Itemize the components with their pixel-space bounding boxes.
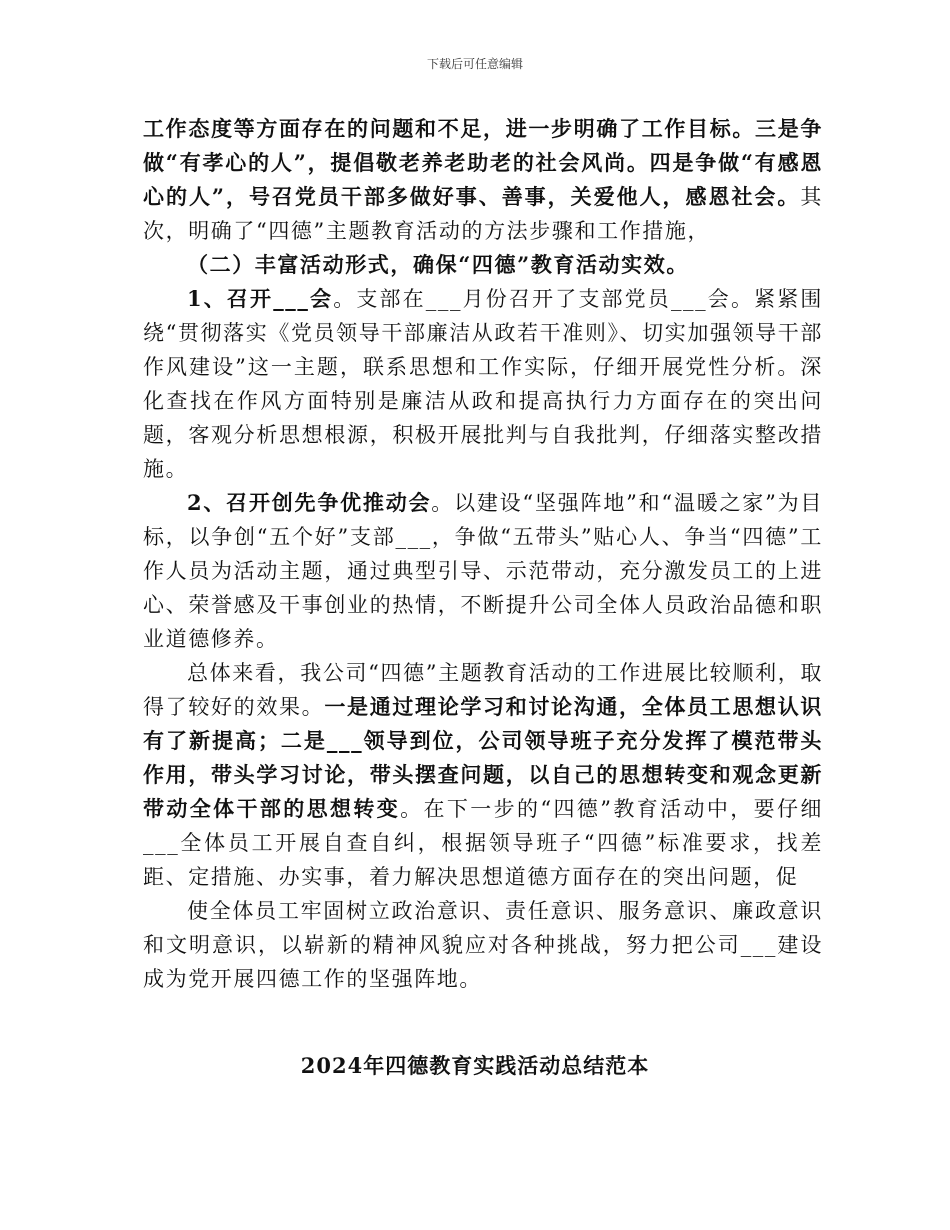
- paragraph-3: [143, 282, 823, 486]
- paragraph-5: [143, 656, 823, 894]
- document-body: [143, 112, 823, 996]
- paragraph-3-body: 。支部在___月份召开了支部党员___会。紧紧围绕“贯彻落实《党员领导干部廉洁从政若干准则》、切实加强领导干部作风建设”这一主题，联系思想和工作实际，仔细开展党性分析。深化查找在作风方面特别是廉洁从政和提高执行力方面存在的突出问题，客观分析思想根源，积极开展批判与自我批判，仔细落实整改措施。: [143, 287, 823, 481]
- document-title: 2024年四德教育实践活动总结范本: [300, 1053, 650, 1078]
- page-header: 下载后可任意编辑: [426, 57, 523, 71]
- section-heading-2: （二）丰富活动形式，确保“四德”教育活动实效。: [187, 252, 689, 277]
- paragraph-5-rest: 。在下一步的“四德”教育活动中，要仔细___全体员工开展自查自纠，根据领导班子“四德”标准要求，找差距、定措施、办实事，着力解决思想道德方面存在的突出问题，促: [143, 797, 823, 889]
- paragraph-1-bold: 工作态度等方面存在的问题和不足，进一步明确了工作目标。三是争做“有孝心的人”，提倡敬老养老助老的社会风尚。四是争做“有感恩心的人”，号召党员干部多做好事、善事，关爱他人，感恩社会。: [143, 116, 823, 209]
- paragraph-4: [143, 486, 823, 656]
- paragraph-1: [143, 112, 823, 248]
- paragraph-5-intro: 总体来看，我公司“四德”主题教育活动的工作进展比较顺利，取得了较好的效果。: [143, 661, 823, 719]
- paragraph-3-lead: 1、召开___会: [187, 286, 334, 311]
- paragraph-6: 使全体员工牢固树立政治意识、责任意识、服务意识、廉政意识和文明意识，以崭新的精神风貌应对各种挑战，努力把公司___建设成为党开展四德工作的坚强阵地。: [143, 899, 823, 991]
- paragraph-4-body: 。以建设“坚强阵地”和“温暖之家”为目标，以争创“五个好”支部___，争做“五带头”贴心人、争当“四德”工作人员为活动主题，通过典型引导、示范带动，充分激发员工的上进心、荣誉感及干事创业的热情，不断提升公司全体人员政治品德和职业道德修养。: [143, 491, 823, 651]
- paragraph-4-lead: 2、召开创先争优推动会: [187, 490, 432, 515]
- paragraph-5-bold: 一是通过理论学习和讨论沟通，全体员工思想认识有了新提高；二是___领导到位，公司领导班子充分发挥了模范带头作用，带头学习讨论，带头摆查问题，以自己的思想转变和观念更新带动全体干部的思想转变: [143, 694, 823, 821]
- paragraph-1-normal: 其次，明确了“四德”主题教育活动的方法步骤和工作措施，: [143, 185, 823, 243]
